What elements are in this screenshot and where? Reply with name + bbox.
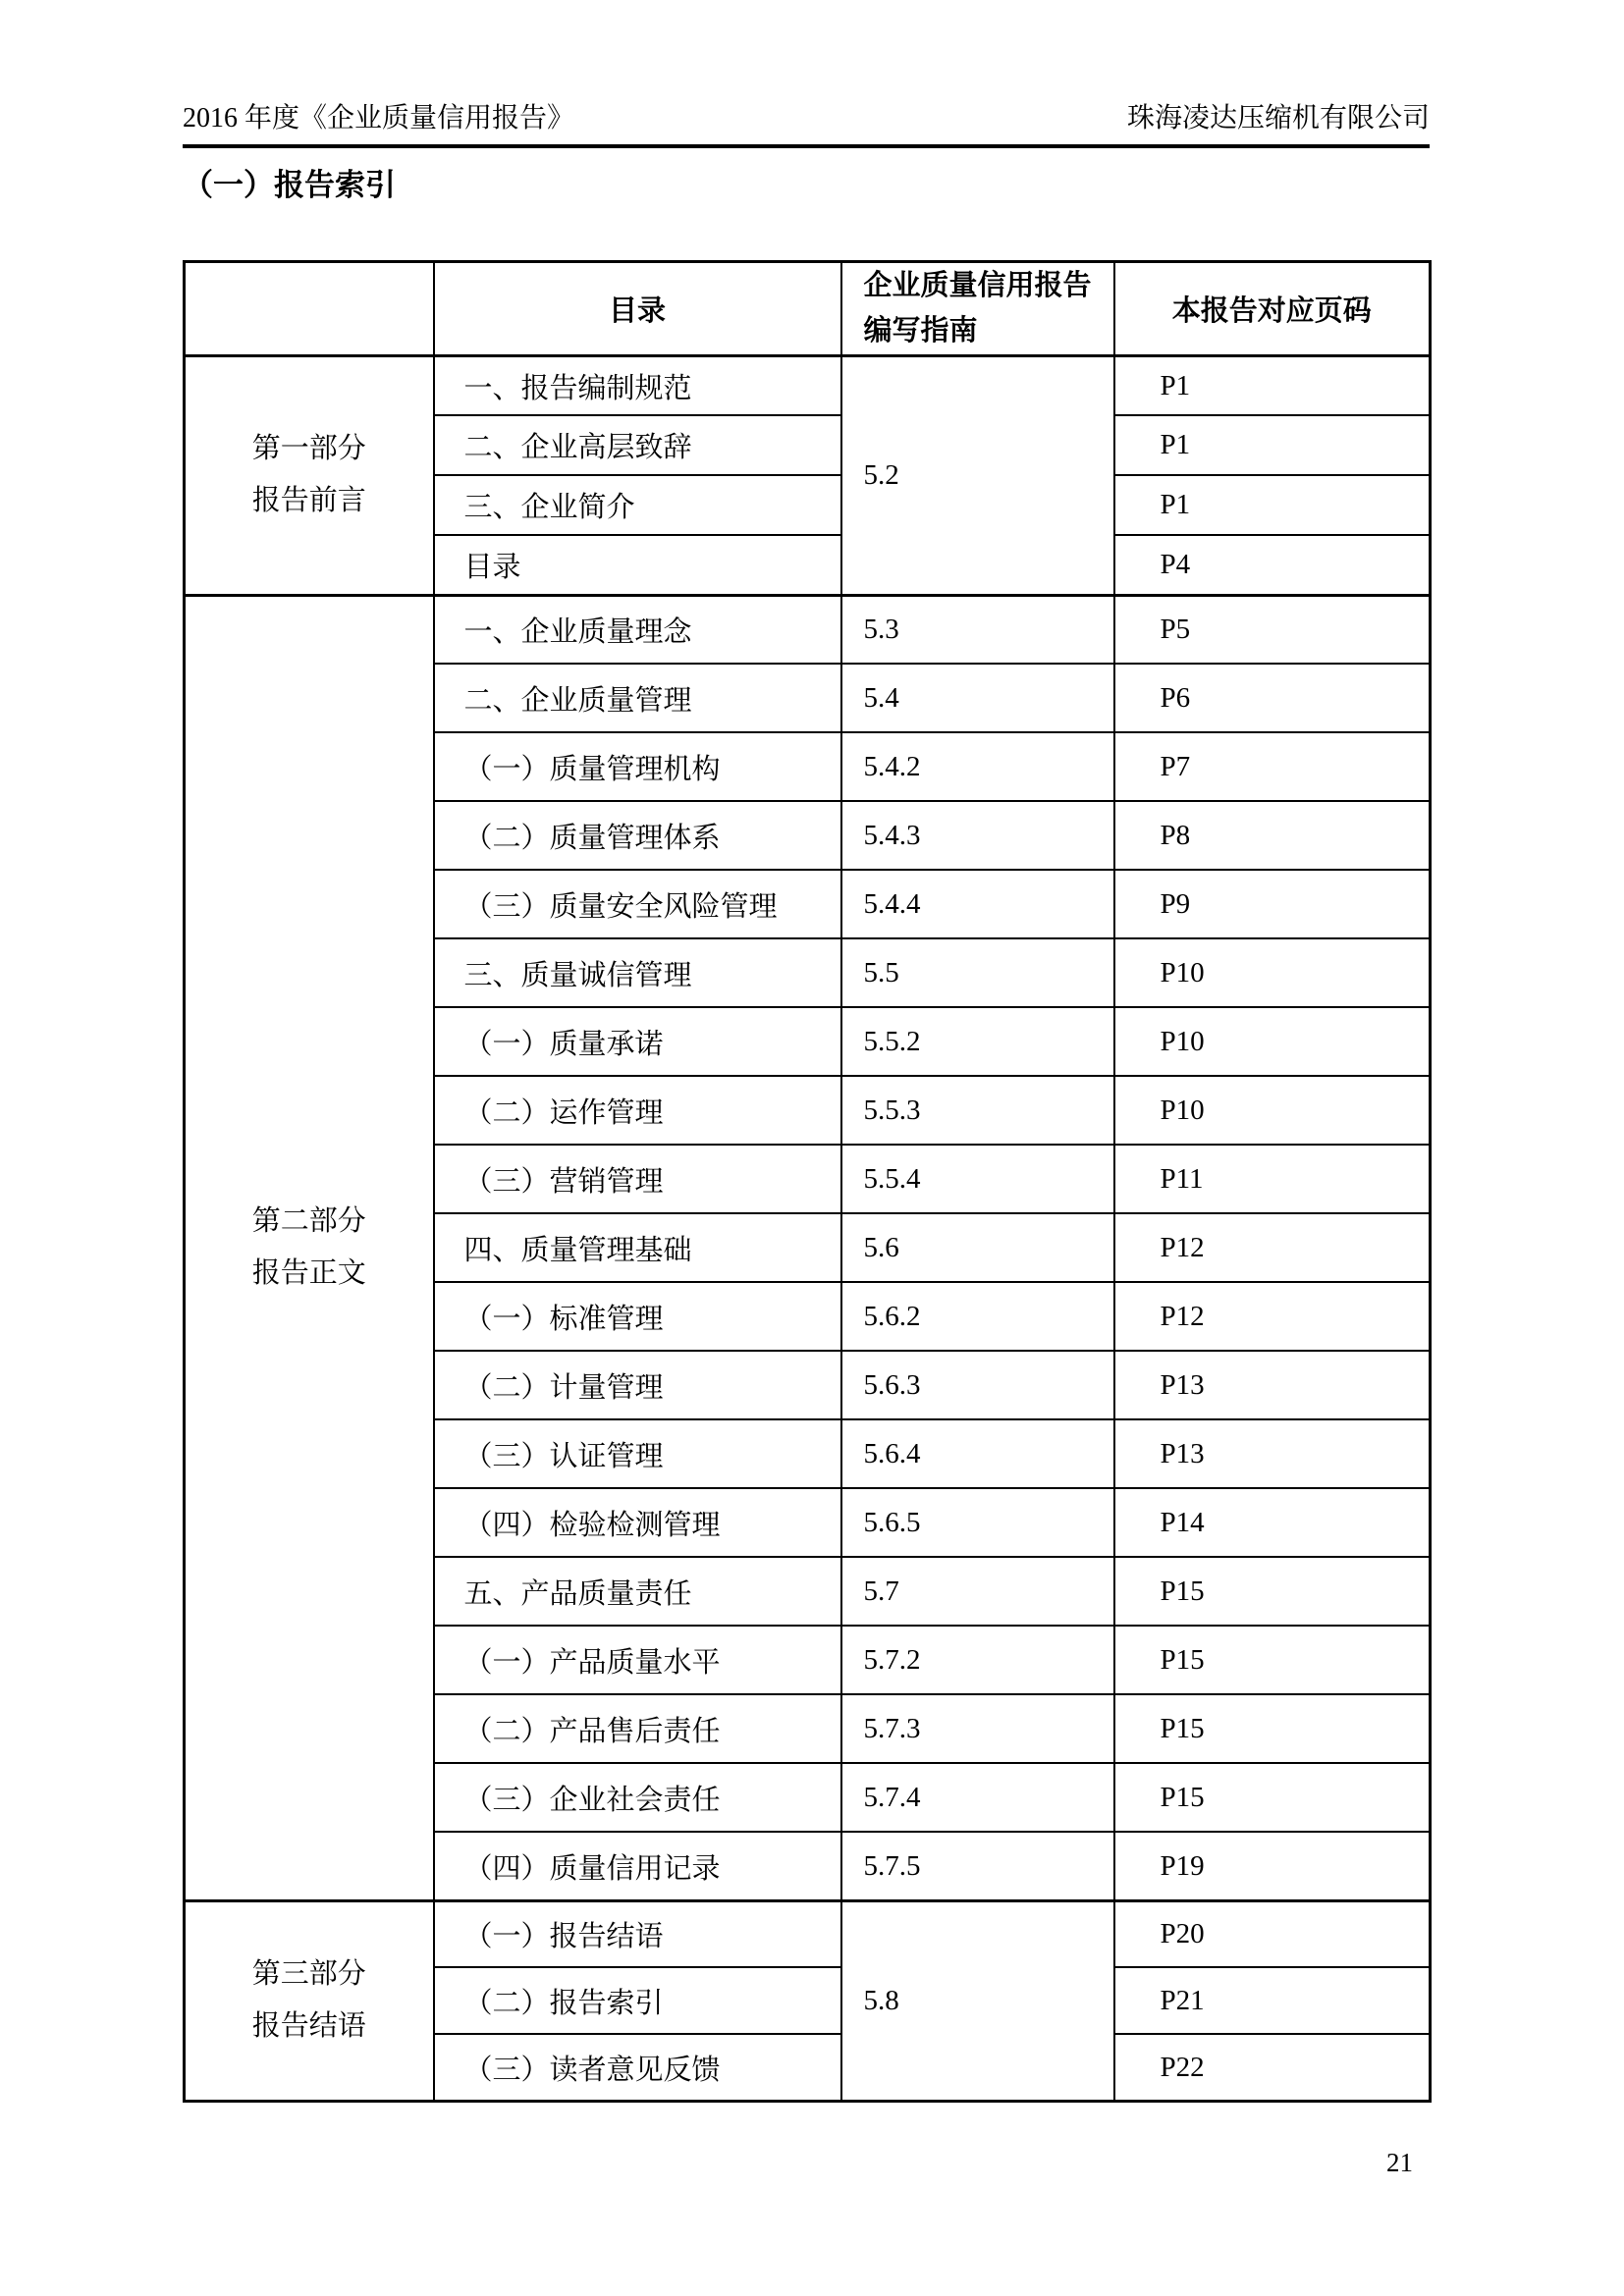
catalog-cell: （一）质量承诺 (434, 1007, 841, 1076)
page-cell: P11 (1114, 1145, 1431, 1213)
header-cell-empty (185, 262, 434, 356)
page-cell: P12 (1114, 1282, 1431, 1351)
guide-cell-merged: 5.2 (841, 355, 1114, 595)
page-cell: P15 (1114, 1763, 1431, 1832)
header-guide-line1: 企业质量信用报告 (863, 270, 1092, 301)
guide-cell: 5.4 (841, 664, 1114, 732)
header-cell-guide (841, 262, 1114, 356)
section-label-line2: 报告正文 (251, 1257, 366, 1290)
guide-cell: 5.7.5 (841, 1832, 1114, 1900)
guide-cell: 5.7.3 (841, 1694, 1114, 1763)
guide-cell: 5.6.3 (841, 1351, 1114, 1419)
page-cell: P20 (1114, 1900, 1431, 1967)
page-cell: P4 (1114, 535, 1431, 595)
guide-cell: 5.4.4 (841, 870, 1114, 938)
page-cell: P13 (1114, 1419, 1431, 1488)
section-label-line2: 报告前言 (251, 485, 366, 517)
guide-cell: 5.6 (841, 1213, 1114, 1282)
header-company-name: 珠海凌达压缩机有限公司 (1126, 103, 1430, 133)
page-cell: P21 (1114, 1967, 1431, 2034)
section-label-part1 (185, 355, 434, 595)
guide-cell: 5.6.5 (841, 1488, 1114, 1557)
section-label-part2 (185, 595, 434, 1900)
page-cell: P1 (1114, 415, 1431, 475)
catalog-cell: （一）产品质量水平 (434, 1626, 841, 1694)
guide-cell: 5.6.4 (841, 1419, 1114, 1488)
header-guide-line2: 编写指南 (863, 315, 978, 347)
catalog-cell: （三）企业社会责任 (434, 1763, 841, 1832)
catalog-cell: （四）检验检测管理 (434, 1488, 841, 1557)
guide-cell: 5.6.2 (841, 1282, 1114, 1351)
catalog-cell: （一）质量管理机构 (434, 732, 841, 801)
guide-cell-merged: 5.8 (841, 1900, 1114, 2101)
section-label-line1: 第三部分 (251, 1957, 366, 1990)
section-label-part3 (185, 1900, 434, 2101)
table-row (185, 595, 1431, 664)
footer-page-number: 21 (1386, 2148, 1413, 2177)
section-label-line1: 第一部分 (251, 432, 366, 464)
page-cell: P19 (1114, 1832, 1431, 1900)
header-rule (183, 144, 1430, 148)
guide-cell: 5.5.4 (841, 1145, 1114, 1213)
page-cell: P15 (1114, 1557, 1431, 1626)
header-cell-catalog: 目录 (434, 262, 841, 356)
catalog-cell: 二、企业质量管理 (434, 664, 841, 732)
page-cell: P22 (1114, 2034, 1431, 2101)
catalog-cell: 一、报告编制规范 (434, 355, 841, 415)
page-cell: P6 (1114, 664, 1431, 732)
catalog-cell: 目录 (434, 535, 841, 595)
report-index-table (183, 260, 1432, 2103)
guide-cell: 5.5.3 (841, 1076, 1114, 1145)
section-label-line1: 第二部分 (251, 1204, 366, 1237)
catalog-cell: 一、企业质量理念 (434, 595, 841, 664)
catalog-cell: （二）运作管理 (434, 1076, 841, 1145)
catalog-cell: （二）质量管理体系 (434, 801, 841, 870)
section-label-line2: 报告结语 (251, 2010, 366, 2043)
header-cell-page: 本报告对应页码 (1114, 262, 1431, 356)
page-cell: P13 (1114, 1351, 1431, 1419)
table-row (185, 355, 1431, 415)
page-cell: P15 (1114, 1626, 1431, 1694)
catalog-cell: （一）标准管理 (434, 1282, 841, 1351)
guide-cell: 5.7.2 (841, 1626, 1114, 1694)
section-heading: （一）报告索引 (183, 168, 396, 202)
catalog-cell: （三）营销管理 (434, 1145, 841, 1213)
page-cell: P1 (1114, 355, 1431, 415)
page-cell: P10 (1114, 1076, 1431, 1145)
catalog-cell: （一）报告结语 (434, 1900, 841, 1967)
page-cell: P8 (1114, 801, 1431, 870)
page-cell: P15 (1114, 1694, 1431, 1763)
catalog-cell: 五、产品质量责任 (434, 1557, 841, 1626)
catalog-cell: （二）计量管理 (434, 1351, 841, 1419)
guide-cell: 5.7 (841, 1557, 1114, 1626)
page-cell: P14 (1114, 1488, 1431, 1557)
page-header (183, 102, 1430, 135)
catalog-cell: 四、质量管理基础 (434, 1213, 841, 1282)
catalog-cell: （三）质量安全风险管理 (434, 870, 841, 938)
guide-cell: 5.4.3 (841, 801, 1114, 870)
table-row (185, 1900, 1431, 1967)
page-cell: P7 (1114, 732, 1431, 801)
page-cell: P1 (1114, 475, 1431, 535)
page-cell: P10 (1114, 938, 1431, 1007)
catalog-cell: 三、企业简介 (434, 475, 841, 535)
catalog-cell: （四）质量信用记录 (434, 1832, 841, 1900)
header-report-title: 2016 年度《企业质量信用报告》 (183, 103, 575, 133)
catalog-cell: （三）认证管理 (434, 1419, 841, 1488)
guide-cell: 5.3 (841, 595, 1114, 664)
page-cell: P10 (1114, 1007, 1431, 1076)
table-header-row (185, 262, 1431, 356)
catalog-cell: （二）报告索引 (434, 1967, 841, 2034)
catalog-cell: 二、企业高层致辞 (434, 415, 841, 475)
catalog-cell: （三）读者意见反馈 (434, 2034, 841, 2101)
page-cell: P9 (1114, 870, 1431, 938)
guide-cell: 5.5.2 (841, 1007, 1114, 1076)
catalog-cell: 三、质量诚信管理 (434, 938, 841, 1007)
guide-cell: 5.7.4 (841, 1763, 1114, 1832)
catalog-cell: （二）产品售后责任 (434, 1694, 841, 1763)
page-cell: P5 (1114, 595, 1431, 664)
guide-cell: 5.5 (841, 938, 1114, 1007)
guide-cell: 5.4.2 (841, 732, 1114, 801)
page-cell: P12 (1114, 1213, 1431, 1282)
